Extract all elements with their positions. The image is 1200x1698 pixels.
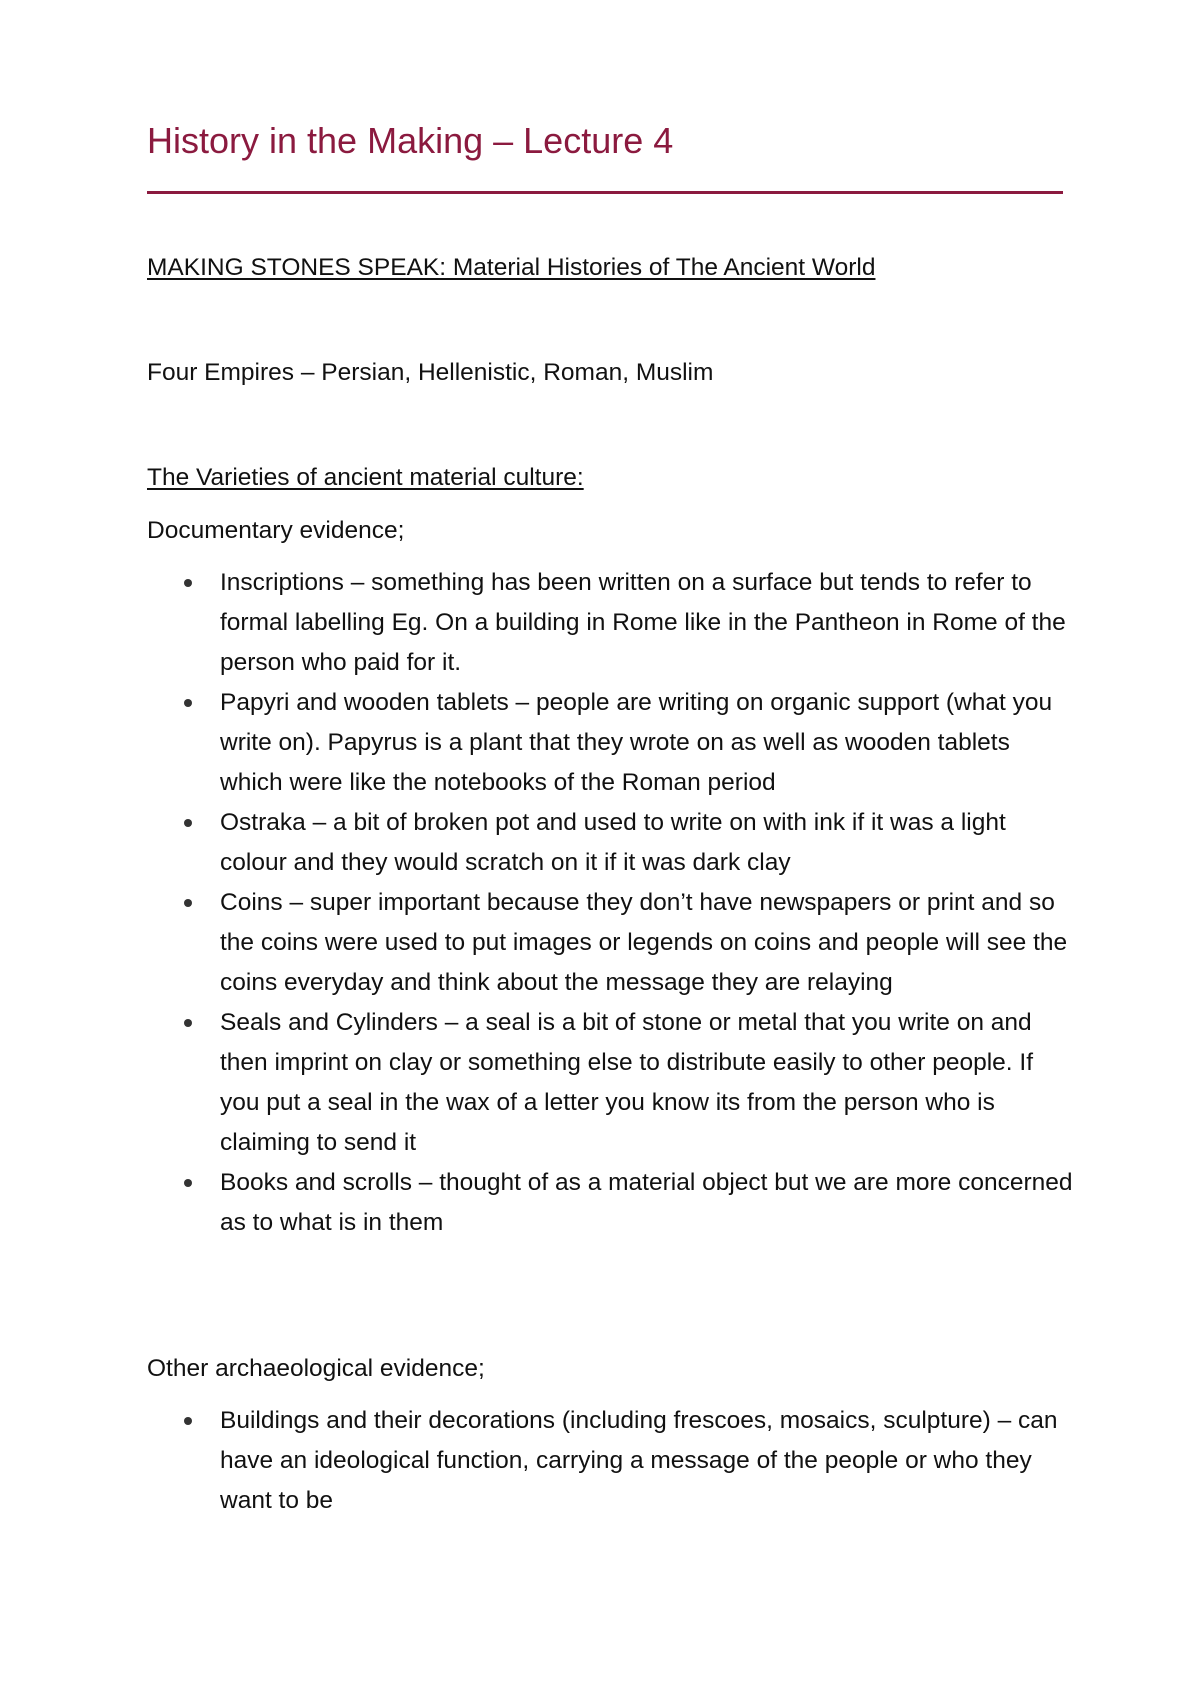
bullet-icon — [184, 899, 192, 907]
list-item-text: Ostraka – a bit of broken pot and used to write on with ink if it was a light colour and they would scratch on it if it was dark clay — [220, 809, 1006, 876]
title-divider — [147, 191, 1063, 194]
list-item — [147, 683, 1077, 803]
page-title: History in the Making – Lecture 4 — [147, 120, 674, 161]
list-item-text: Books and scrolls – thought of as a material object but we are more concerned as to what is in them — [220, 1169, 1073, 1236]
bullet-icon — [184, 579, 192, 587]
list-item — [147, 1163, 1077, 1243]
list-item-text: Coins – super important because they don’t have newspapers or print and so the coins were used to put images or legends on coins and people will see the coins everyday and think about the message they are relaying — [220, 889, 1068, 996]
list-item-text: Inscriptions – something has been written on a surface but tends to refer to formal labelling Eg. On a building in Rome like in the Pantheon in Rome of the person who paid for it. — [220, 569, 1066, 676]
bullet-icon — [184, 1179, 192, 1187]
documentary-heading: Documentary evidence; — [147, 517, 405, 544]
archaeological-heading: Other archaeological evidence; — [147, 1355, 485, 1382]
bullet-icon — [184, 699, 192, 707]
empires-line: Four Empires – Persian, Hellenistic, Roman, Muslim — [147, 359, 714, 386]
archaeological-list — [147, 1401, 1077, 1521]
bullet-icon — [184, 1417, 192, 1425]
list-item — [147, 883, 1077, 1003]
documentary-list — [147, 563, 1077, 1243]
bullet-icon — [184, 819, 192, 827]
list-item-text: Papyri and wooden tablets – people are writing on organic support (what you write on). Papyrus is a plant that they wrote on as well as wooden tablets which were like the notebooks of the Roman period — [220, 689, 1053, 796]
list-item — [147, 1401, 1077, 1521]
bullet-icon — [184, 1019, 192, 1027]
varieties-heading: The Varieties of ancient material culture: — [147, 464, 584, 491]
list-item — [147, 1003, 1077, 1163]
list-item-text: Buildings and their decorations (including frescoes, mosaics, sculpture) – can have an ideological function, carrying a message of the people or who they want to be — [220, 1407, 1058, 1514]
list-item — [147, 803, 1077, 883]
lecture-subtitle: MAKING STONES SPEAK: Material Histories of The Ancient World — [147, 254, 876, 281]
list-item — [147, 563, 1077, 683]
list-item-text: Seals and Cylinders – a seal is a bit of stone or metal that you write on and then imprint on clay or something else to distribute easily to other people. If you put a seal in the wax of a letter you know its from the person who is claiming to send it — [220, 1009, 1034, 1156]
